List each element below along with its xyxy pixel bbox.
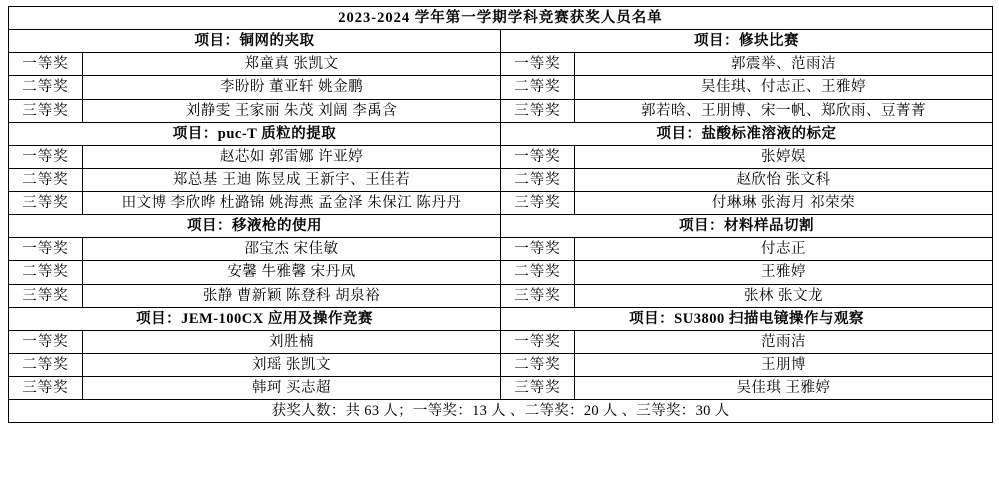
award-list-table [8,6,993,423]
winner-names: 王雅婷 [575,261,993,284]
table-row [9,76,993,99]
award-level-label: 二等奖 [501,261,575,284]
winner-names: 郭震举、范雨洁 [575,53,993,76]
award-level-label: 一等奖 [9,145,83,168]
winner-names: 赵欣怡 张文科 [575,168,993,191]
award-level-label: 三等奖 [501,99,575,122]
table-row [9,261,993,284]
winner-names: 范雨洁 [575,330,993,353]
award-level-label: 二等奖 [9,261,83,284]
winner-names: 王朋博 [575,353,993,376]
award-level-label: 二等奖 [9,168,83,191]
winner-names: 赵芯如 郭雷娜 许亚婷 [83,145,501,168]
award-level-label: 三等奖 [501,192,575,215]
award-level-label: 二等奖 [9,353,83,376]
table-row [9,377,993,400]
project-header-row [9,215,993,238]
table-row [9,284,993,307]
award-level-label: 一等奖 [9,53,83,76]
winner-names: 张静 曹新颖 陈登科 胡泉裕 [83,284,501,307]
table-row [9,192,993,215]
winner-names: 李盼盼 董亚轩 姚金鹏 [83,76,501,99]
project-title-left: 项目：JEM-100CX 应用及操作竞赛 [9,307,501,330]
award-level-label: 三等奖 [9,377,83,400]
table-row [9,99,993,122]
award-level-label: 三等奖 [501,284,575,307]
project-title-left: 项目：铜网的夹取 [9,30,501,53]
winner-names: 张林 张文龙 [575,284,993,307]
project-title-right: 项目：材料样品切割 [501,215,993,238]
summary-row [9,400,993,423]
winner-names: 郭若晗、王朋博、宋一帆、郑欣雨、豆菁菁 [575,99,993,122]
project-title-right: 项目：SU3800 扫描电镜操作与观察 [501,307,993,330]
winner-names: 郑总基 王迪 陈昱成 王新宇、王佳若 [83,168,501,191]
award-level-label: 二等奖 [501,168,575,191]
winner-names: 付琳琳 张海月 祁荣荣 [575,192,993,215]
award-level-label: 一等奖 [501,145,575,168]
winner-names: 邵宝杰 宋佳敏 [83,238,501,261]
award-level-label: 三等奖 [501,377,575,400]
winner-names: 郑童真 张凯文 [83,53,501,76]
winner-names: 田文博 李欣晔 杜潞锦 姚海燕 孟金泽 朱保江 陈丹丹 [83,192,501,215]
award-level-label: 一等奖 [9,238,83,261]
table-row [9,168,993,191]
table-row [9,330,993,353]
project-header-row [9,122,993,145]
winner-names: 吴佳琪、付志正、王雅婷 [575,76,993,99]
project-title-right: 项目：修块比赛 [501,30,993,53]
winner-names: 刘瑶 张凯文 [83,353,501,376]
winner-names: 韩珂 买志超 [83,377,501,400]
award-level-label: 一等奖 [501,330,575,353]
winner-names: 张婷娱 [575,145,993,168]
project-title-right: 项目：盐酸标准溶液的标定 [501,122,993,145]
page-title: 2023-2024 学年第一学期学科竞赛获奖人员名单 [9,7,993,30]
project-header-row [9,30,993,53]
project-header-row [9,307,993,330]
winner-names: 刘静雯 王家丽 朱茂 刘阔 李禹含 [83,99,501,122]
award-level-label: 一等奖 [9,330,83,353]
award-level-label: 一等奖 [501,53,575,76]
winner-names: 付志正 [575,238,993,261]
award-level-label: 一等奖 [501,238,575,261]
award-level-label: 三等奖 [9,99,83,122]
winner-names: 吴佳琪 王雅婷 [575,377,993,400]
award-level-label: 二等奖 [501,76,575,99]
table-title-row [9,7,993,30]
award-level-label: 二等奖 [501,353,575,376]
award-level-label: 二等奖 [9,76,83,99]
table-row [9,145,993,168]
table-row [9,53,993,76]
award-level-label: 三等奖 [9,192,83,215]
award-level-label: 三等奖 [9,284,83,307]
table-row [9,238,993,261]
winner-names: 刘胜楠 [83,330,501,353]
table-row [9,353,993,376]
project-title-left: 项目：puc-T 质粒的提取 [9,122,501,145]
winner-names: 安馨 牛雅馨 宋丹凤 [83,261,501,284]
project-title-left: 项目：移液枪的使用 [9,215,501,238]
award-summary: 获奖人数：共 63 人；一等奖：13 人 、二等奖：20 人 、三等奖：30 人 [9,400,993,423]
